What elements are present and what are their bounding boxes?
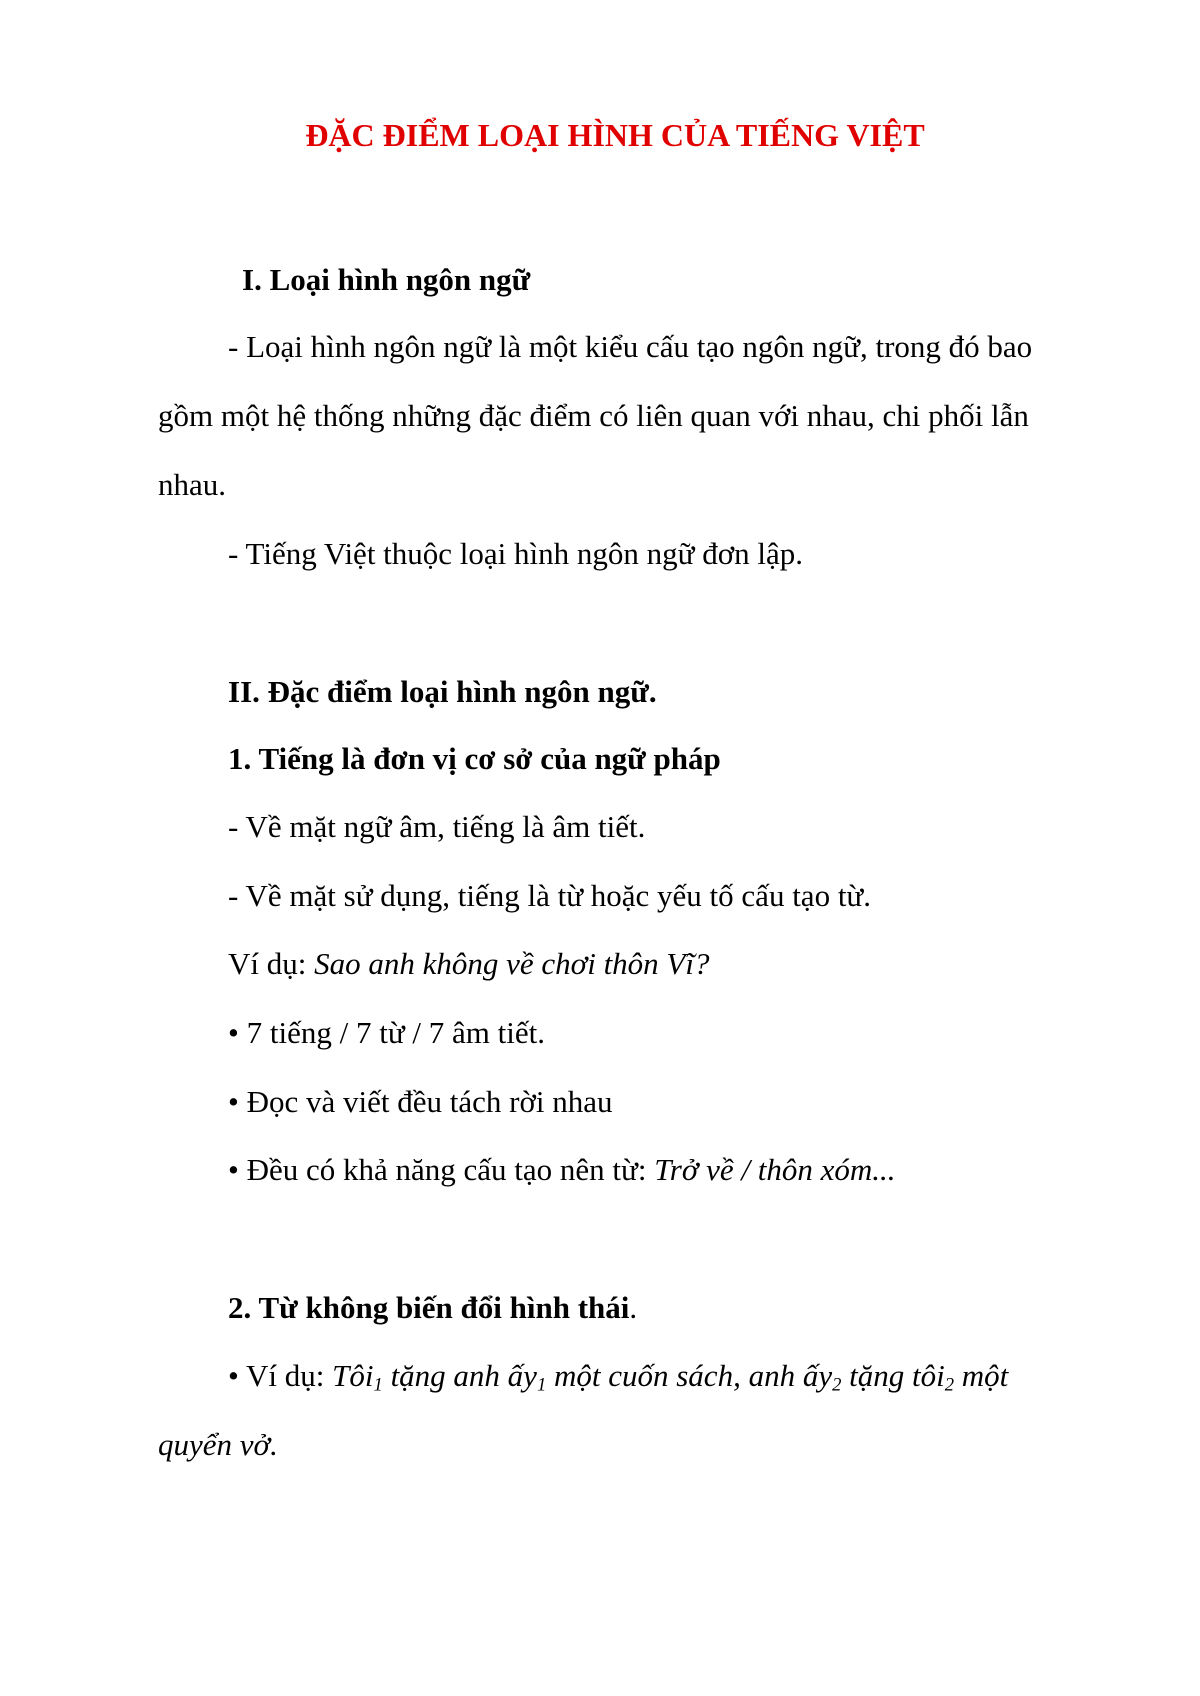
subscript-index: 1 xyxy=(373,1374,383,1396)
subsection2-example-line2: quyển vở. xyxy=(158,1427,278,1462)
subscript-index: 1 xyxy=(536,1374,547,1396)
subsection1-bullet-phonetic: - Về mặt ngữ âm, tiếng là âm tiết. xyxy=(228,809,646,844)
page-title: ĐẶC ĐIỂM LOẠI HÌNH CỦA TIẾNG VIỆT xyxy=(305,117,925,153)
example-word-mot: một xyxy=(954,1358,1009,1393)
subsection1-point-count: • 7 tiếng / 7 từ / 7 âm tiết. xyxy=(228,1015,545,1050)
subsection2-heading xyxy=(228,1288,637,1328)
example-sentence: Sao anh không về chơi thôn Vĩ? xyxy=(314,946,710,981)
subscript-index: 2 xyxy=(832,1374,842,1396)
subscript-index: 2 xyxy=(944,1374,955,1396)
example-phrase-mot-cuon-sach: một cuốn sách, anh ấy xyxy=(546,1358,833,1393)
point3-example: Trở về / thôn xóm... xyxy=(654,1152,896,1187)
subsection1-point-separate: • Đọc và viết đều tách rời nhau xyxy=(228,1084,613,1119)
example-word-toi: Tôi xyxy=(332,1358,374,1393)
section1-para2: - Tiếng Việt thuộc loại hình ngôn ngữ đơn lập. xyxy=(228,536,803,571)
subsection2-heading-text: 2. Từ không biến đổi hình thái xyxy=(228,1290,630,1325)
subsection1-heading: 1. Tiếng là đơn vị cơ sở của ngữ pháp xyxy=(228,741,721,776)
example-word-tang-toi: tặng tôi xyxy=(841,1358,945,1393)
subsection2-example-label: • Ví dụ: xyxy=(228,1358,333,1393)
subsection2-example-line1 xyxy=(228,1356,1008,1396)
example-word-tang-anh-ay: tặng anh ấy xyxy=(382,1358,537,1393)
subsection1-example xyxy=(228,944,709,984)
section2-heading: II. Đặc điểm loại hình ngôn ngữ. xyxy=(228,674,657,709)
section1-para1-line1: - Loại hình ngôn ngữ là một kiểu cấu tạo ngôn ngữ, trong đó bao xyxy=(228,329,1033,364)
section1-heading: I. Loại hình ngôn ngữ xyxy=(242,262,531,297)
section1-para1-line2: gồm một hệ thống những đặc điểm có liên quan với nhau, chi phối lẫn xyxy=(158,398,1029,433)
point3-prefix: • Đều có khả năng cấu tạo nên từ: xyxy=(228,1152,655,1187)
example-label: Ví dụ: xyxy=(228,946,315,981)
subsection2-heading-period: . xyxy=(629,1290,638,1325)
subsection1-bullet-usage: - Về mặt sử dụng, tiếng là từ hoặc yếu tố cấu tạo từ. xyxy=(228,878,871,913)
subsection1-point-wordformation xyxy=(228,1150,896,1190)
section1-para1-line3: nhau. xyxy=(158,467,227,502)
